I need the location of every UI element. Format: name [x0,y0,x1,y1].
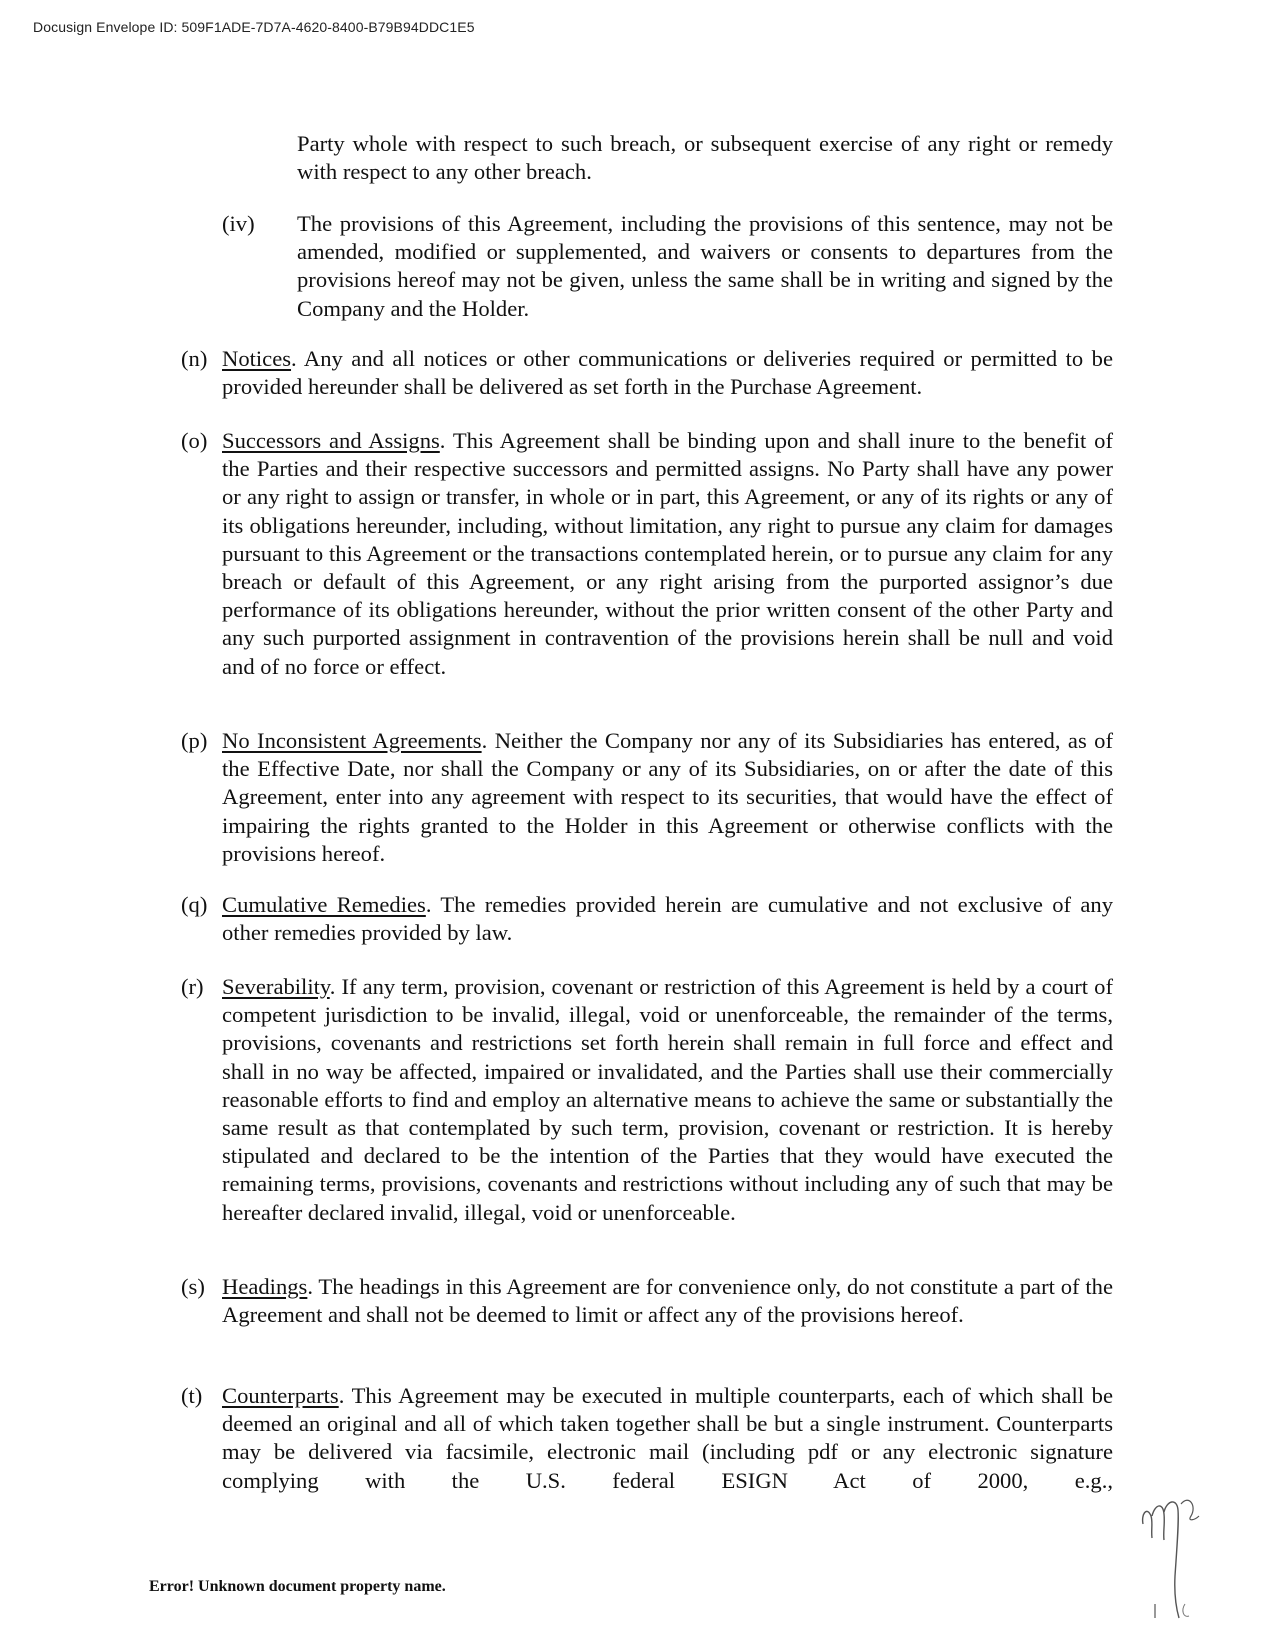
section-p [222,727,1113,868]
footer-error-text: Error! Unknown document property name. [149,1578,446,1595]
section-n [222,345,1113,401]
signature-stroke [1183,1604,1189,1616]
signature-stroke [1164,1502,1179,1618]
section-q-marker: (q) [181,892,208,917]
section-r [222,973,1113,1227]
section-n-heading: Notices [222,346,292,371]
section-r-heading: Severability [222,974,330,999]
section-t-marker: (t) [181,1383,203,1408]
section-s-text: . The headings in this Agreement are for convenience only, do not constitute a part of the Agreement and shall not be deemed to limit or affect any of the provisions hereof. [222,1274,1113,1328]
signature-stroke [1181,1500,1199,1520]
section-t-heading: Counterparts [222,1383,339,1408]
sub-iv-text: The provisions of this Agreement, including the provisions of this sentence, may not be amended, modified or supplemented, and waivers or consents to departures from the provisions hereof may not be given, unless the same shall be in writing and signed by the Company and the Holder. [297,211,1113,321]
section-p-marker: (p) [181,728,208,753]
section-q-heading: Cumulative Remedies [222,892,426,917]
section-n-text: . Any and all notices or other communications or deliveries required or permitted to be provided hereunder shall be delivered as set forth in the Purchase Agreement. [222,346,1113,400]
section-q [222,891,1113,947]
section-t-text: . This Agreement may be executed in multiple counterparts, each of which shall be deemed an original and all of which taken together shall be but a single instrument. Counterparts may be delivered via facsimile, electronic mail (including pdf or any electronic signature complying with the U.S. federal ESIGN Act of 2000, e.g., [222,1383,1113,1493]
signature-stroke [1152,1506,1164,1540]
section-r-marker: (r) [181,974,204,999]
section-o-text: . This Agreement shall be binding upon and shall inure to the benefit of the Parties and their respective successors and permitted assigns. No Party shall have any power or any right to assign or transfer, in whole or in part, this Agreement, or any of its rights or any of its obligations hereunder, including, without limitation, any right to pursue any claim for damages pursuant to this Agreement or the transactions contemplated herein, or to pursue any claim for any breach or default of this Agreement, or any right arising from the purported assignor’s due performance of its obligations hereunder, without the prior written consent of the other Party and any such purported assignment in contravention of the provisions herein shall be null and void and of no force or effect. [222,428,1113,679]
section-s [222,1273,1113,1329]
section-o-marker: (o) [181,428,208,453]
signature-stroke [1143,1511,1152,1538]
section-s-marker: (s) [181,1274,205,1299]
section-r-text: . If any term, provision, covenant or restriction of this Agreement is held by a court of competent jurisdiction to be invalid, illegal, void or unenforceable, the remainder of the terms, provisions, covenants and restrictions set forth herein shall remain in full force and effect and shall in no way be affected, impaired or invalidated, and the Parties shall use their commercially reasonable efforts to find and employ an alternative means to achieve the same or substantially the same result as that contemplated by such term, provision, covenant or restriction. It is hereby stipulated and declared to be the intention of the Parties that they would have executed the remaining terms, provisions, covenants and restrictions without including any of such that may be hereafter declared invalid, illegal, void or unenforceable. [222,974,1113,1225]
section-o-heading: Successors and Assigns [222,428,440,453]
section-p-heading: No Inconsistent Agreements [222,728,482,753]
docusign-envelope-id: Docusign Envelope ID: 509F1ADE-7D7A-4620-8400-B79B94DDC1E5 [33,19,475,35]
section-o [222,427,1113,681]
section-q-text: . The remedies provided herein are cumulative and not exclusive of any other remedies provided by law. [222,892,1113,946]
section-s-heading: Headings [222,1274,308,1299]
section-n-marker: (n) [181,346,208,371]
sub-iv-marker: (iv) [222,211,255,236]
continuation-paragraph: Party whole with respect to such breach, or subsequent exercise of any right or remedy with respect to any other breach. [297,131,1113,185]
section-p-text: . Neither the Company nor any of its Subsidiaries has entered, as of the Effective Date, nor shall the Company or any of its Subsidiaries, on or after the date of this Agreement, enter into any agreement with respect to its securities, that would have the effect of impairing the rights granted to the Holder in this Agreement or otherwise conflicts with the provisions hereof. [222,728,1114,866]
section-t [222,1382,1113,1495]
initials-signature [1137,1486,1219,1626]
